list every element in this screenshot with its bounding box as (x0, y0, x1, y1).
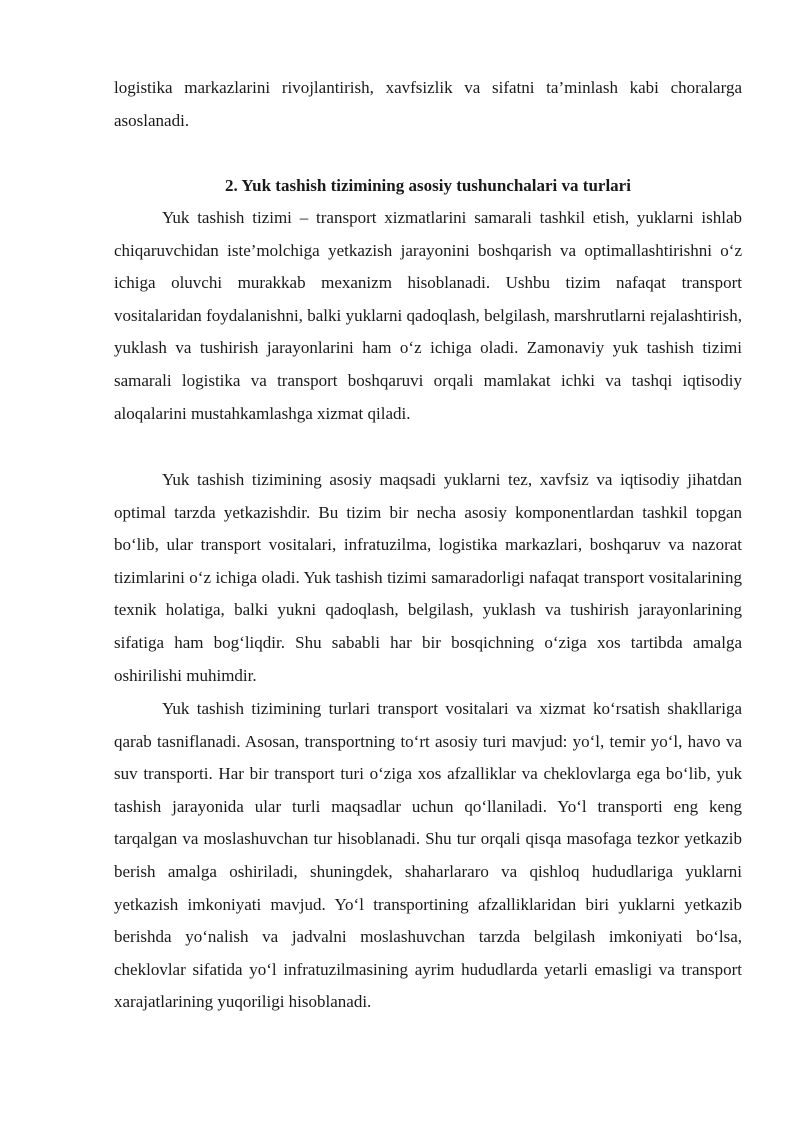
body-paragraph: Yuk tashish tizimining asosiy maqsadi yuklarni tez, xavfsiz va iqtisodiy jihatdan optimal tarzda yetkazishdir. Bu tizim bir necha asosiy komponentlardan tashkil topgan bo‘lib, ular transport vositalari, infratuzilma, logistika markazlari, boshqaruv va nazorat tizimlarini o‘z ichiga oladi. Yuk tashish tizimi samaradorligi nafaqat transport vositalarining texnik holatiga, balki yukni qadoqlash, belgilash, yuklash va tushirish jarayonlarining sifatiga ham bog‘liqdir. Shu sababli har bir bosqichning o‘ziga xos tartibda amalga oshirilishi muhimdir. (114, 470, 742, 685)
body-paragraph: Yuk tashish tizimining turlari transport vositalari va xizmat ko‘rsatish shakllariga qarab tasniflanadi. Asosan, transportning to‘rt asosiy turi mavjud: yo‘l, temir yo‘l, havo va suv transporti. Har bir transport turi o‘ziga xos afzalliklar va cheklovlarga ega bo‘lib, yuk tashish jarayonida ular turli maqsadlar uchun qo‘llaniladi. Yo‘l transporti eng keng tarqalgan va moslashuvchan tur hisoblanadi. Shu tur orqali qisqa masofaga tezkor yetkazib berish amalga oshiriladi, shuningdek, shaharlararo va qishloq hududlariga yuklarni yetkazish imkoniyati mavjud. Yo‘l transportining afzalliklaridan biri yuklarni yetkazib berishda yo‘nalish va jadvalni moslashuvchan tarzda belgilash imkoniyati bo‘lsa, cheklovlar sifatida yo‘l infratuzilmasining ayrim hududlarda yetarli emasligi va transport xarajatlarining yuqoriligi hisoblanadi. (114, 699, 742, 1012)
body-paragraph: Yuk tashish tizimi – transport xizmatlarini samarali tashkil etish, yuklarni ishlab chiqaruvchidan iste’molchiga yetkazish jarayonini boshqarish va optimallashtirishni o‘z ichiga oluvchi murakkab mexanizm hisoblanadi. Ushbu tizim nafaqat transport vositalaridan foydalanishni, balki yuklarni qadoqlash, belgilash, marshrutlarni rejalashtirish, yuklash va tushirish jarayonlarini ham o‘z ichiga oladi. Zamonaviy yuk tashish tizimi samarali logistika va transport boshqaruvi orqali mamlakat ichki va tashqi iqtisodiy aloqalarini mustahkamlashga xizmat qiladi. (114, 208, 742, 423)
section-heading: 2. Yuk tashish tizimining asosiy tushunchalari va turlari (225, 176, 631, 195)
intro-paragraph: logistika markazlarini rivojlantirish, xavfsizlik va sifatni ta’minlash kabi choralarga asoslanadi. (114, 78, 742, 130)
